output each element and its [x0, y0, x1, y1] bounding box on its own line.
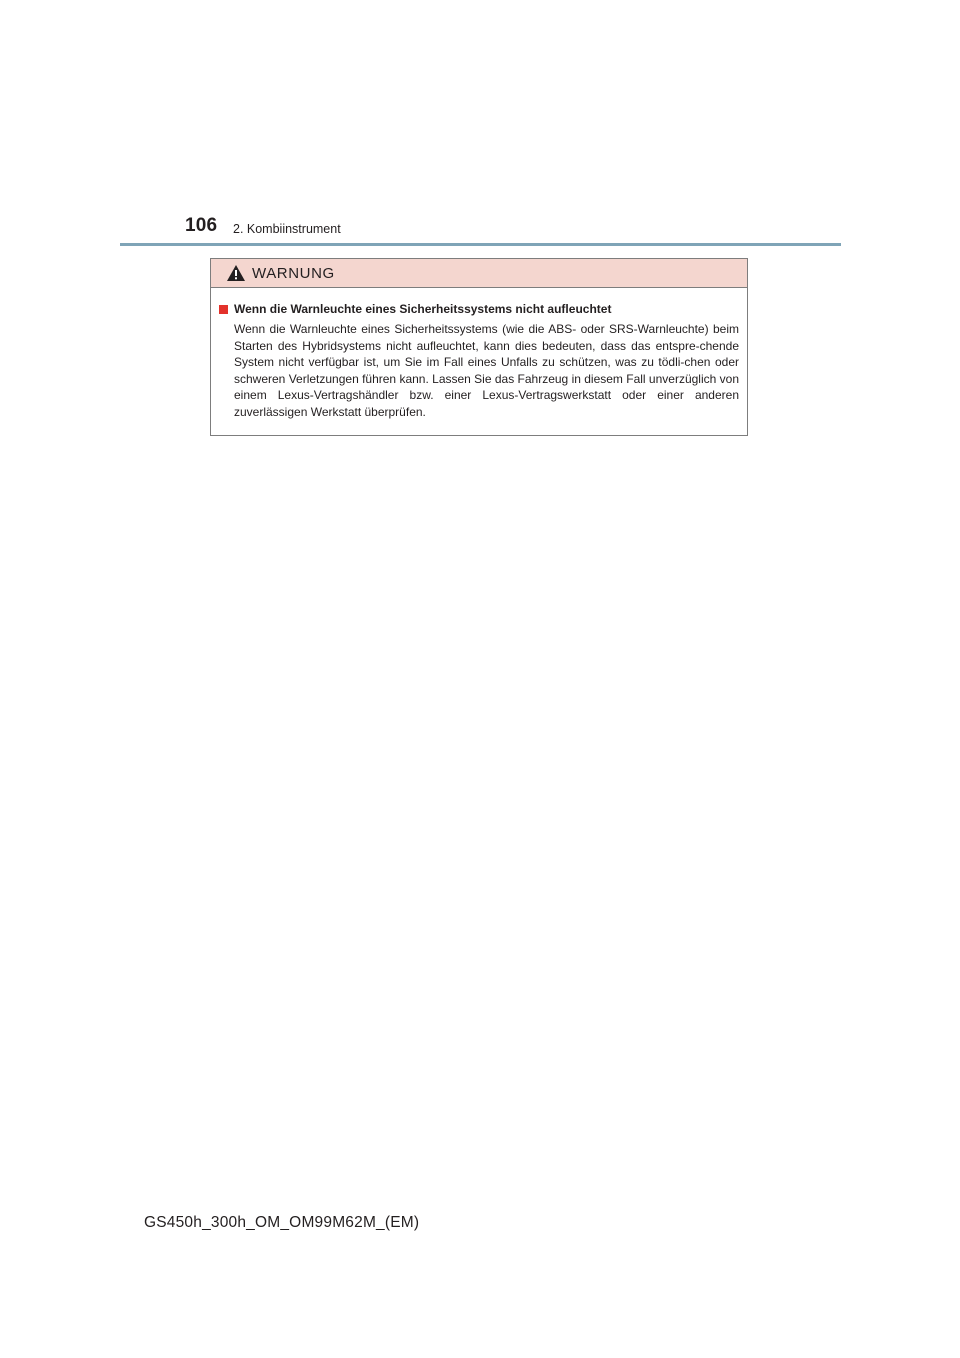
footer-code: GS450h_300h_OM_OM99M62M_(EM)	[144, 1214, 420, 1231]
header-rule	[120, 243, 841, 246]
warning-item-title	[219, 301, 739, 317]
warning-label: WARNUNG	[252, 264, 335, 282]
warning-item-text: Wenn die Warnleuchte eines Sicherheitssystems (wie die ABS- oder SRS-Warnleuchte) beim Starten des Hybridsystems nicht aufleuchtet, kann dies bedeuten, dass das entspre-chende System nicht verfügbar ist, um Sie im Fall eines Unfalls zu schützen, was zu tödli-chen oder schweren Verletzungen führen kann. Lassen Sie das Fahrzeug in diesem Fall unverzüglich von einem Lexus-Vertragshändler bzw. einer Lexus-Vertragswerkstatt oder einer anderen zuverlässigen Werkstatt überprüfen.	[234, 322, 739, 419]
square-bullet-icon	[219, 305, 228, 314]
warning-header	[211, 259, 747, 288]
warning-box	[210, 258, 748, 436]
warning-item-title-text: Wenn die Warnleuchte eines Sicherheitssystems nicht aufleuchtet	[234, 302, 612, 316]
section-title: 2. Kombiinstrument	[233, 222, 341, 236]
page-number: 106	[185, 215, 218, 236]
warning-triangle-icon	[226, 264, 246, 282]
warning-body	[211, 288, 747, 420]
